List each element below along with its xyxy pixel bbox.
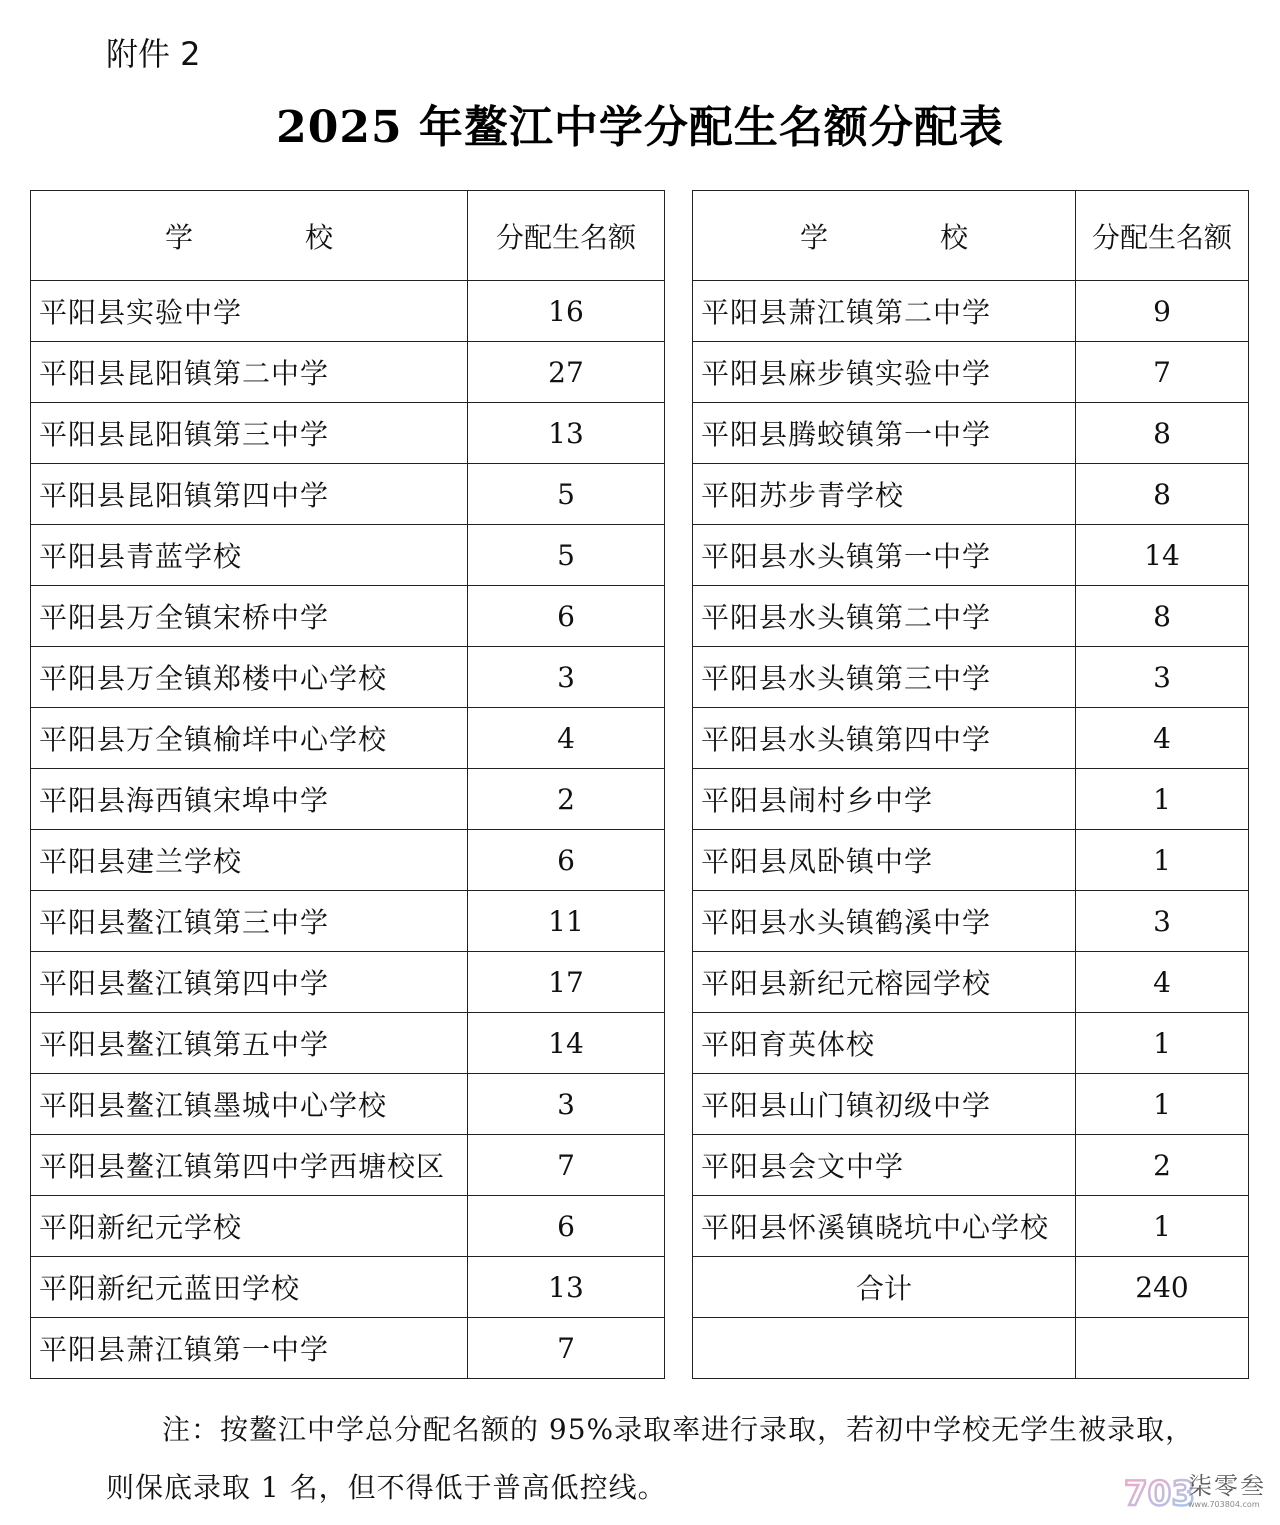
quota-cell: 17 bbox=[468, 952, 665, 1013]
school-name-cell: 平阳新纪元蓝田学校 bbox=[31, 1257, 468, 1318]
table-row bbox=[693, 464, 1249, 525]
quota-cell: 3 bbox=[468, 647, 665, 708]
quota-cell: 6 bbox=[468, 586, 665, 647]
table-row bbox=[693, 708, 1249, 769]
school-name-cell: 平阳县昆阳镇第四中学 bbox=[31, 464, 468, 525]
table-row bbox=[693, 403, 1249, 464]
quota-cell: 13 bbox=[468, 403, 665, 464]
quota-column-header: 分配生名额 bbox=[468, 191, 665, 281]
allocation-table-right bbox=[692, 190, 1249, 1379]
table-row bbox=[31, 281, 665, 342]
quota-cell: 6 bbox=[468, 830, 665, 891]
school-name-cell: 平阳县水头镇鹤溪中学 bbox=[693, 891, 1076, 952]
table-header-row bbox=[31, 191, 665, 281]
table-row bbox=[693, 1196, 1249, 1257]
site-watermark bbox=[1122, 1469, 1266, 1513]
table-row bbox=[31, 769, 665, 830]
table-row bbox=[693, 830, 1249, 891]
quota-cell: 9 bbox=[1076, 281, 1249, 342]
quota-cell: 1 bbox=[1076, 769, 1249, 830]
quota-cell: 4 bbox=[1076, 952, 1249, 1013]
school-name-cell: 平阳新纪元学校 bbox=[31, 1196, 468, 1257]
table-row bbox=[31, 1257, 665, 1318]
quota-cell: 14 bbox=[1076, 525, 1249, 586]
quota-cell: 4 bbox=[1076, 708, 1249, 769]
quota-cell: 2 bbox=[468, 769, 665, 830]
quota-cell: 8 bbox=[1076, 586, 1249, 647]
table-row bbox=[31, 1318, 665, 1379]
note-line-1: 注：按鳌江中学总分配名额的 95%录取率进行录取，若初中学校无学生被录取， bbox=[162, 1413, 1195, 1446]
quota-cell: 27 bbox=[468, 342, 665, 403]
quota-cell: 4 bbox=[468, 708, 665, 769]
table-row bbox=[31, 525, 665, 586]
document-title: 2025 年鳌江中学分配生名额分配表 bbox=[276, 102, 1004, 153]
quota-cell: 7 bbox=[1076, 342, 1249, 403]
table-row bbox=[31, 708, 665, 769]
quota-cell: 1 bbox=[1076, 1074, 1249, 1135]
school-name-cell: 平阳县麻步镇实验中学 bbox=[693, 342, 1076, 403]
quota-cell: 5 bbox=[468, 525, 665, 586]
quota-cell: 11 bbox=[468, 891, 665, 952]
school-name-cell: 平阳县青蓝学校 bbox=[31, 525, 468, 586]
table-header-row bbox=[693, 191, 1249, 281]
school-name-cell: 平阳县山门镇初级中学 bbox=[693, 1074, 1076, 1135]
quota-cell: 8 bbox=[1076, 464, 1249, 525]
table-row bbox=[693, 1074, 1249, 1135]
table-row bbox=[31, 1135, 665, 1196]
school-name-cell: 平阳县万全镇郑楼中心学校 bbox=[31, 647, 468, 708]
table-row bbox=[693, 342, 1249, 403]
table-row bbox=[31, 952, 665, 1013]
empty-cell bbox=[693, 1318, 1076, 1379]
school-name-cell: 平阳县鳌江镇第四中学 bbox=[31, 952, 468, 1013]
school-name-cell: 平阳县鳌江镇墨城中心学校 bbox=[31, 1074, 468, 1135]
school-name-cell: 平阳县万全镇宋桥中学 bbox=[31, 586, 468, 647]
table-row bbox=[31, 1013, 665, 1074]
total-row bbox=[693, 1257, 1249, 1318]
quota-cell: 3 bbox=[468, 1074, 665, 1135]
empty-cell bbox=[1076, 1318, 1249, 1379]
quota-cell: 13 bbox=[468, 1257, 665, 1318]
school-name-cell: 平阳县海西镇宋埠中学 bbox=[31, 769, 468, 830]
table-row bbox=[693, 952, 1249, 1013]
school-name-cell: 平阳县怀溪镇晓坑中心学校 bbox=[693, 1196, 1076, 1257]
quota-cell: 5 bbox=[468, 464, 665, 525]
school-name-cell: 平阳县萧江镇第二中学 bbox=[693, 281, 1076, 342]
school-name-cell: 平阳县会文中学 bbox=[693, 1135, 1076, 1196]
school-name-cell: 平阳县昆阳镇第三中学 bbox=[31, 403, 468, 464]
school-name-cell: 平阳育英体校 bbox=[693, 1013, 1076, 1074]
attachment-label: 附件 2 bbox=[106, 35, 201, 73]
table-row bbox=[31, 1196, 665, 1257]
school-name-cell: 平阳县万全镇榆垟中心学校 bbox=[31, 708, 468, 769]
quota-cell: 7 bbox=[468, 1318, 665, 1379]
quota-cell: 1 bbox=[1076, 1196, 1249, 1257]
table-row bbox=[31, 403, 665, 464]
school-name-cell: 平阳县昆阳镇第二中学 bbox=[31, 342, 468, 403]
quota-cell: 2 bbox=[1076, 1135, 1249, 1196]
school-name-cell: 平阳县水头镇第一中学 bbox=[693, 525, 1076, 586]
watermark-logo-icon bbox=[1122, 1469, 1195, 1514]
school-name-cell: 平阳县水头镇第二中学 bbox=[693, 586, 1076, 647]
school-name-cell: 平阳县实验中学 bbox=[31, 281, 468, 342]
quota-cell: 8 bbox=[1076, 403, 1249, 464]
school-name-cell: 平阳县凤卧镇中学 bbox=[693, 830, 1076, 891]
table-row bbox=[31, 464, 665, 525]
total-value: 240 bbox=[1076, 1257, 1249, 1318]
school-column-header: 学 校 bbox=[31, 191, 468, 281]
table-row bbox=[693, 1318, 1249, 1379]
quota-cell: 3 bbox=[1076, 891, 1249, 952]
table-row bbox=[693, 525, 1249, 586]
school-name-cell: 平阳县鳌江镇第三中学 bbox=[31, 891, 468, 952]
school-name-cell: 平阳县腾蛟镇第一中学 bbox=[693, 403, 1076, 464]
table-row bbox=[693, 586, 1249, 647]
quota-cell: 6 bbox=[468, 1196, 665, 1257]
school-name-cell: 平阳县萧江镇第一中学 bbox=[31, 1318, 468, 1379]
total-label: 合计 bbox=[693, 1257, 1076, 1318]
quota-cell: 3 bbox=[1076, 647, 1249, 708]
school-name-cell: 平阳县水头镇第四中学 bbox=[693, 708, 1076, 769]
school-name-cell: 平阳县新纪元榕园学校 bbox=[693, 952, 1076, 1013]
school-name-cell: 平阳县水头镇第三中学 bbox=[693, 647, 1076, 708]
quota-cell: 16 bbox=[468, 281, 665, 342]
watermark-url: www.703804.com bbox=[1188, 1500, 1260, 1509]
school-name-cell: 平阳县鳌江镇第五中学 bbox=[31, 1013, 468, 1074]
watermark-name: 柒零叁 bbox=[1188, 1472, 1266, 1500]
school-column-header: 学 校 bbox=[693, 191, 1076, 281]
school-name-cell: 平阳县闹村乡中学 bbox=[693, 769, 1076, 830]
school-name-cell: 平阳县鳌江镇第四中学西塘校区 bbox=[31, 1135, 468, 1196]
table-row bbox=[693, 769, 1249, 830]
table-row bbox=[693, 1135, 1249, 1196]
table-row bbox=[31, 830, 665, 891]
table-row bbox=[31, 891, 665, 952]
table-row bbox=[693, 281, 1249, 342]
table-row bbox=[693, 1013, 1249, 1074]
table-row bbox=[31, 342, 665, 403]
school-name-cell: 平阳苏步青学校 bbox=[693, 464, 1076, 525]
quota-cell: 1 bbox=[1076, 830, 1249, 891]
allocation-table-left bbox=[30, 190, 665, 1379]
quota-cell: 7 bbox=[468, 1135, 665, 1196]
quota-cell: 14 bbox=[468, 1013, 665, 1074]
quota-column-header: 分配生名额 bbox=[1076, 191, 1249, 281]
table-row bbox=[31, 1074, 665, 1135]
svg-text:703: 703 bbox=[1124, 1474, 1195, 1514]
school-name-cell: 平阳县建兰学校 bbox=[31, 830, 468, 891]
table-row bbox=[693, 647, 1249, 708]
table-row bbox=[31, 586, 665, 647]
quota-cell: 1 bbox=[1076, 1013, 1249, 1074]
table-row bbox=[693, 891, 1249, 952]
note-line-2: 则保底录取 1 名，但不得低于普高低控线。 bbox=[106, 1471, 667, 1504]
table-row bbox=[31, 647, 665, 708]
